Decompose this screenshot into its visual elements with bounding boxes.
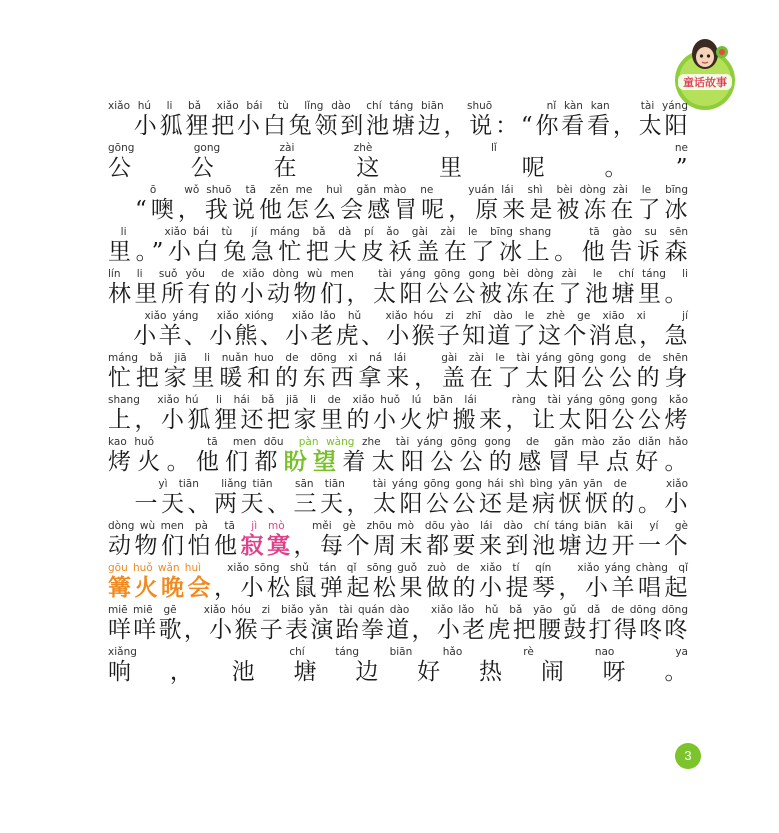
pinyin-text: máng bǎ jiā li nuǎn huo de dōng xi ná lái gài zài le tài yáng gōng gong de shēn bbox=[108, 352, 688, 364]
pinyin-text: kao huǒ tā men dōu bbox=[108, 436, 299, 448]
pinyin-highlight: gōu huǒ wǎn huì bbox=[108, 562, 202, 574]
hanzi-text: 忙把家里暖和的东西拿来，盖在了太阳公公的身 bbox=[108, 365, 688, 391]
text-line bbox=[108, 266, 688, 308]
text-line bbox=[108, 308, 688, 350]
pinyin-text: dòng wù men pà tā bbox=[108, 520, 252, 532]
hanzi-text: 小羊、小熊、小老虎、小猴子知道了这个消息，急 bbox=[108, 323, 688, 349]
pinyin-highlight: pàn wàng bbox=[298, 436, 355, 448]
pinyin-text: zhe tài yáng gōng gong de gǎn mào zǎo diǎn hǎo bbox=[354, 436, 689, 448]
hanzi-line bbox=[108, 280, 688, 308]
pinyin-text: ō wǒ shuō tā zěn me huì gǎn mào ne yuán lái shì bèi dòng zài le bīng bbox=[108, 184, 688, 196]
hanzi-text: 上，小狐狸还把家里的小火炉搬来，让太阳公公烤 bbox=[108, 407, 688, 433]
vocab-highlight: 盼望 bbox=[283, 448, 343, 475]
hanzi-line bbox=[108, 532, 688, 560]
pinyin-text: xiǎng chí táng biān hǎo rè nao ya bbox=[108, 646, 688, 658]
page-number: 3 bbox=[675, 743, 701, 769]
pinyin-text: měi gè zhōu mò dōu yào lái dào chí táng biān kāi yí gè bbox=[284, 520, 688, 532]
hanzi-line bbox=[108, 616, 688, 644]
text-line bbox=[108, 644, 688, 686]
text-line bbox=[108, 182, 688, 224]
hanzi-line bbox=[108, 154, 688, 182]
text-line bbox=[108, 476, 688, 518]
hanzi-text: 响，池塘边好热闹呀。 bbox=[108, 659, 688, 685]
pinyin-text: xiǎo hú li bǎ xiǎo bái tù lǐng dào chí táng biān shuō nǐ kàn kan tài yáng bbox=[108, 100, 688, 112]
hanzi-text: 林里所有的小动物们，太阳公公被冻在了池塘里。 bbox=[108, 281, 688, 307]
hanzi-line bbox=[108, 490, 688, 518]
hanzi-text: 着太阳公公的感冒早点好。 bbox=[342, 449, 689, 475]
hanzi-line bbox=[108, 658, 688, 686]
hanzi-text: 烤火。他们都 bbox=[108, 449, 284, 475]
pinyin-highlight: jì mò bbox=[251, 520, 285, 532]
hanzi-text: ，小松鼠弹起松果做的小提琴，小羊唱起 bbox=[214, 575, 688, 601]
hanzi-text: 里。”小白兔急忙把大皮袄盖在了冰上。他告诉森 bbox=[108, 239, 688, 265]
pinyin-text: shang xiǎo hú li hái bǎ jiā li de xiǎo huǒ lú bān lái ràng tài yáng gōng gong kǎo bbox=[108, 394, 688, 406]
pinyin-text: xiǎo yáng xiǎo xióng xiǎo lǎo hǔ xiǎo hóu zi zhī dào le zhè ge xiāo xi jí bbox=[108, 310, 688, 322]
hanzi-line bbox=[108, 448, 688, 476]
hanzi-line bbox=[108, 364, 688, 392]
text-line bbox=[108, 518, 688, 560]
text-line bbox=[108, 350, 688, 392]
hanzi-line bbox=[108, 112, 688, 140]
pinyin-text: lín li suǒ yǒu de xiǎo dòng wù men tài yáng gōng gong bèi dòng zài le chí táng li bbox=[108, 268, 688, 280]
hanzi-text: 动物们怕他 bbox=[108, 533, 241, 559]
text-line bbox=[108, 98, 688, 140]
text-line bbox=[108, 140, 688, 182]
hanzi-text: 一天、两天、三天，太阳公公还是病恹恹的。小 bbox=[108, 491, 688, 517]
text-line bbox=[108, 560, 688, 602]
text-line bbox=[108, 392, 688, 434]
hanzi-line bbox=[108, 406, 688, 434]
hanzi-line bbox=[108, 574, 688, 602]
pinyin-text: li xiǎo bái tù jí máng bǎ dà pí ǎo gài zài le bīng shang tā gào su sēn bbox=[108, 226, 688, 238]
hanzi-text: ，每个周末都要来到池塘边开一个 bbox=[293, 533, 688, 559]
hanzi-text: 小狐狸把小白兔领到池塘边，说：“你看看，太阳 bbox=[108, 113, 688, 139]
hanzi-line bbox=[108, 196, 688, 224]
pinyin-text: gōng gong zài zhè lǐ ne bbox=[108, 142, 688, 154]
hanzi-line bbox=[108, 238, 688, 266]
pinyin-text: miē miē gē xiǎo hóu zi biǎo yǎn tài quán dào xiǎo lǎo hǔ bǎ yāo gǔ dǎ de dōng dōng bbox=[108, 604, 688, 616]
hanzi-text: “噢，我说他怎么会感冒呢，原来是被冻在了冰 bbox=[108, 197, 688, 223]
text-line bbox=[108, 224, 688, 266]
hanzi-text: 公公在这里呢。” bbox=[108, 155, 688, 181]
vocab-highlight: 寂寞 bbox=[240, 532, 294, 559]
text-line bbox=[108, 434, 688, 476]
pinyin-text: yì tiān liǎng tiān sān tiān tài yáng gōng gong hái shì bìng yān yān de xiǎo bbox=[108, 478, 688, 490]
hanzi-line bbox=[108, 322, 688, 350]
svg-text:童话故事: 童话故事 bbox=[683, 76, 727, 89]
hanzi-text: 咩咩歌，小猴子表演跆拳道，小老虎把腰鼓打得咚咚 bbox=[108, 617, 688, 643]
pinyin-text: xiǎo sōng shǔ tán qǐ sōng guǒ zuò de xiǎo tí qín xiǎo yáng chàng qǐ bbox=[201, 562, 688, 574]
vocab-highlight: 篝火晚会 bbox=[108, 574, 214, 601]
story-text bbox=[108, 98, 688, 686]
text-line bbox=[108, 602, 688, 644]
